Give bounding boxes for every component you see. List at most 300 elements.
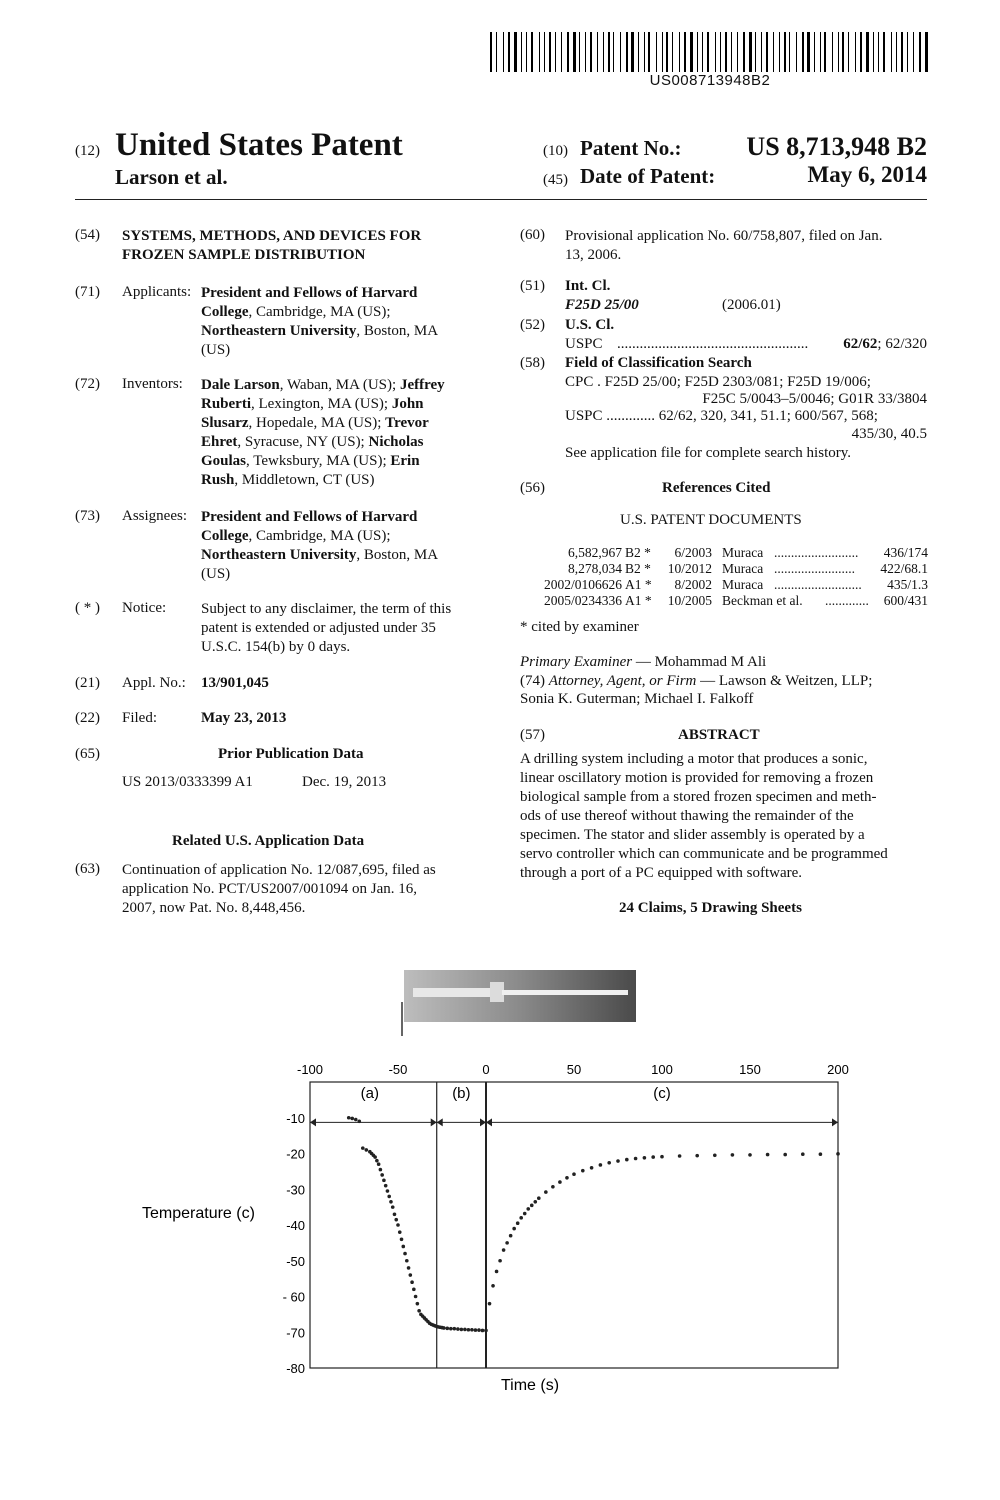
assignees-list xyxy=(201,508,438,584)
data-point xyxy=(460,1328,464,1332)
barcode-bar xyxy=(679,32,680,72)
barcode-bar xyxy=(749,32,752,72)
provisional-text xyxy=(565,227,928,265)
title-line: FROZEN SAMPLE DISTRIBUTION xyxy=(122,247,366,263)
barcode-bar xyxy=(796,32,797,72)
party-name: Ehret xyxy=(201,434,238,450)
data-point xyxy=(565,1176,569,1180)
barcode-bar xyxy=(508,32,510,72)
provisional-line: 13, 2006. xyxy=(565,247,622,263)
data-point xyxy=(495,1270,499,1274)
patent-no-code: (10) xyxy=(543,143,568,159)
barcode-bar xyxy=(824,32,826,72)
data-point xyxy=(442,1326,446,1330)
ref-class: 600/431 xyxy=(883,593,928,608)
data-point xyxy=(512,1227,516,1231)
barcode-bar xyxy=(725,32,727,72)
party-name: Northeastern University xyxy=(201,547,357,563)
region-label: (a) xyxy=(360,1085,380,1102)
cpc-line: CPC . F25D 25/00; F25D 2303/081; F25D 19/006; xyxy=(565,374,871,390)
ref-number: 8,278,034 xyxy=(568,561,622,576)
barcode-bar xyxy=(496,32,497,72)
barcode-bar xyxy=(631,32,634,72)
field-54-code: (54) xyxy=(75,227,100,243)
data-point xyxy=(607,1161,611,1165)
data-point xyxy=(354,1118,358,1122)
ref-number: 2005/0234336 xyxy=(543,593,622,608)
continuation-line: Continuation of application No. 12/087,695, filed as xyxy=(122,862,436,878)
document-kind-code: (12) xyxy=(75,143,100,159)
ref-name: Muraca xyxy=(722,545,764,560)
us-cl-label: U.S. Cl. xyxy=(565,317,615,333)
attorney-names: Sonia K. Guterman; Michael I. Falkoff xyxy=(520,691,754,707)
data-point xyxy=(409,1273,413,1277)
y-tick-label: -20 xyxy=(286,1146,305,1162)
barcode-bar xyxy=(656,32,657,72)
prior-publication-heading: Prior Publication Data xyxy=(218,746,364,762)
party-name: Goulas xyxy=(201,453,247,469)
data-point xyxy=(379,1168,383,1172)
barcode-bar xyxy=(784,32,786,72)
data-point xyxy=(377,1162,381,1166)
party-location: , Cambridge, MA (US); xyxy=(248,528,391,544)
data-point xyxy=(394,1218,398,1222)
party-name: Jeffrey xyxy=(399,377,445,393)
party-name: John xyxy=(391,396,424,412)
data-point xyxy=(505,1241,509,1245)
barcode-bar xyxy=(766,32,768,72)
barcode-bar xyxy=(555,32,556,72)
provisional-line: Provisional application No. 60/758,807, filed on Jan. xyxy=(565,228,883,244)
barcode-bar xyxy=(613,32,614,72)
party-name: President and Fellows of Harvard xyxy=(201,285,418,301)
y-tick-label: -30 xyxy=(286,1182,305,1198)
data-point xyxy=(417,1309,421,1313)
ref-date: 6/2003 xyxy=(674,545,712,560)
authors: Larson et al. xyxy=(115,165,228,189)
data-point xyxy=(416,1302,420,1306)
data-point xyxy=(380,1173,384,1177)
us-cl-secondary: ; 62/320 xyxy=(877,336,927,352)
cpc-line-2: F25C 5/0043–5/0046; G01R 33/3804 xyxy=(702,391,927,407)
int-cl-class: F25D 25/00 xyxy=(565,297,639,313)
abstract-line: specimen. The stator and slider assembly is operated by a xyxy=(520,827,865,843)
x-tick-label: 150 xyxy=(739,1062,761,1077)
barcode-bar xyxy=(883,32,885,72)
filed-label: Filed: xyxy=(122,710,158,726)
ref-dots: ......................... xyxy=(774,545,859,560)
us-patent-documents-heading: U.S. PATENT DOCUMENTS xyxy=(620,512,802,528)
party-name: Rush xyxy=(201,472,235,488)
x-tick-label: 50 xyxy=(566,1062,582,1077)
date-code: (45) xyxy=(543,172,568,188)
party-location: , Middletown, CT (US) xyxy=(234,472,375,488)
abstract-line: A drilling system including a motor that produces a sonic, xyxy=(520,751,868,767)
party-name: Nicholas xyxy=(368,434,424,450)
barcode-bar xyxy=(531,32,533,72)
data-point xyxy=(537,1196,541,1200)
barcode-bar xyxy=(626,32,628,72)
data-point xyxy=(391,1205,395,1209)
filed-value: May 23, 2013 xyxy=(201,710,287,726)
references-heading: References Cited xyxy=(662,480,771,496)
data-point xyxy=(533,1200,537,1204)
invention-title xyxy=(122,227,421,265)
party-location: , Tewksbury, MA (US); xyxy=(246,453,391,469)
barcode-bar xyxy=(913,32,914,72)
data-point xyxy=(590,1166,594,1170)
ref-number: 2002/0106626 xyxy=(543,577,622,592)
barcode-bar xyxy=(807,32,810,72)
party-location: , Syracuse, NY (US); xyxy=(237,434,369,450)
barcode-bar xyxy=(672,32,673,72)
data-point xyxy=(357,1120,361,1124)
continuation-line: 2007, now Pat. No. 8,448,456. xyxy=(122,900,306,916)
related-application-heading: Related U.S. Application Data xyxy=(172,833,365,849)
cited-by-examiner: * cited by examiner xyxy=(520,619,639,635)
attorney-firm: — Lawson & Weitzen, LLP; xyxy=(696,673,873,689)
y-axis-label: Temperature (c) xyxy=(142,1204,255,1222)
examiner-name: — Mohammad M Ali xyxy=(632,654,767,670)
barcode-bar xyxy=(503,32,504,72)
barcode-bar xyxy=(585,32,586,72)
barcode-bar xyxy=(743,32,745,72)
us-cl-primary: 62/62 xyxy=(843,336,878,352)
data-point xyxy=(558,1180,562,1184)
barcode-bar xyxy=(603,32,604,72)
data-point xyxy=(350,1117,354,1121)
barcode-bar xyxy=(702,32,703,72)
data-point xyxy=(456,1327,460,1331)
barcode-bar xyxy=(838,32,839,72)
ref-dots: ............. xyxy=(825,593,869,608)
barcode-bar xyxy=(842,32,844,72)
barcode-bar xyxy=(620,32,621,72)
abstract-line: biological sample from a stored frozen specimen and meth- xyxy=(520,789,877,805)
temperature-chart xyxy=(130,1055,870,1395)
data-point xyxy=(616,1159,620,1163)
applicants-list xyxy=(201,284,438,360)
ref-date: 10/2005 xyxy=(667,593,712,608)
search-field-label: Field of Classification Search xyxy=(565,355,752,371)
party-name: President and Fellows of Harvard xyxy=(201,509,418,525)
barcode-bar xyxy=(896,32,897,72)
data-point xyxy=(491,1284,495,1288)
data-point xyxy=(393,1212,397,1216)
field-71-code: (71) xyxy=(75,284,100,300)
field-60-code: (60) xyxy=(520,227,545,243)
claims-summary: 24 Claims, 5 Drawing Sheets xyxy=(619,900,802,916)
region-label: (b) xyxy=(452,1085,471,1102)
data-point xyxy=(599,1163,603,1167)
party-location: (US) xyxy=(201,566,231,582)
data-point xyxy=(382,1179,386,1183)
notice-text xyxy=(201,600,486,657)
barcode-bar xyxy=(773,32,774,72)
party-location: , Boston, MA xyxy=(356,547,439,563)
appl-no-value: 13/901,045 xyxy=(201,675,269,691)
barcode-bar xyxy=(561,32,562,72)
notice-line: patent is extended or adjusted under 35 xyxy=(201,620,436,636)
data-point xyxy=(509,1234,513,1238)
party-line xyxy=(201,508,438,527)
attorney-label: Attorney, Agent, or Firm xyxy=(548,673,697,689)
data-point xyxy=(414,1295,418,1299)
int-cl-year: (2006.01) xyxy=(722,297,781,313)
barcode-bar xyxy=(720,32,721,72)
barcode-bar xyxy=(644,32,645,72)
ref-dots: ........................ xyxy=(774,561,855,576)
x-tick-label: 200 xyxy=(827,1062,849,1077)
party-line xyxy=(201,414,445,433)
barcode-bar xyxy=(873,32,874,72)
int-cl-label: Int. Cl. xyxy=(565,278,611,294)
y-tick-label: - 60 xyxy=(282,1289,305,1305)
barcode-bar xyxy=(666,32,668,72)
ref-class: 435/1.3 xyxy=(887,577,928,592)
data-point xyxy=(819,1152,823,1156)
party-line xyxy=(201,376,445,395)
barcode-bar xyxy=(789,32,790,72)
data-point xyxy=(412,1288,416,1292)
x-tick-label: 0 xyxy=(482,1062,490,1077)
barcode-bar xyxy=(579,32,580,72)
field-52-code: (52) xyxy=(520,317,545,333)
field-73-code: (73) xyxy=(75,508,100,524)
barcode-bar xyxy=(490,32,492,72)
ref-date: 8/2002 xyxy=(674,577,712,592)
region-arrowhead xyxy=(431,1118,437,1126)
ref-name: Muraca xyxy=(722,577,764,592)
barcode-bar xyxy=(573,32,576,72)
notice-line: Subject to any disclaimer, the term of this xyxy=(201,601,452,617)
attorney-code: (74) xyxy=(520,673,545,689)
data-point xyxy=(347,1116,351,1120)
party-line xyxy=(201,565,438,584)
barcode-bar xyxy=(549,32,551,72)
data-point xyxy=(400,1238,404,1242)
party-name: College xyxy=(201,304,249,320)
barcode-bar xyxy=(690,32,693,72)
reference-row xyxy=(520,593,928,610)
y-tick-label: -40 xyxy=(286,1218,305,1233)
party-line xyxy=(201,433,445,452)
ref-number: 6,582,967 xyxy=(568,545,622,560)
inventors-label: Inventors: xyxy=(122,376,183,392)
barcode-bar xyxy=(521,32,522,72)
abstract-line: through a port of a PC equipped with software. xyxy=(520,865,803,881)
party-location: , Waban, MA (US); xyxy=(279,377,400,393)
data-point xyxy=(401,1245,405,1249)
party-name: Slusarz xyxy=(201,415,249,431)
party-line xyxy=(201,341,438,360)
ref-kind: A1 * xyxy=(625,577,652,592)
field-21-code: (21) xyxy=(75,675,100,691)
barcode-bar xyxy=(901,32,903,72)
y-tick-label: -70 xyxy=(286,1325,305,1341)
data-point xyxy=(530,1204,534,1208)
barcode-bar xyxy=(608,32,610,72)
party-line xyxy=(201,395,445,414)
field-22-code: (22) xyxy=(75,710,100,726)
data-point xyxy=(396,1223,400,1227)
party-name: Northeastern University xyxy=(201,323,357,339)
party-name: Ruberti xyxy=(201,396,251,412)
abstract-text xyxy=(520,750,928,883)
barcode-bar xyxy=(638,32,639,72)
x-tick-label: -50 xyxy=(388,1062,408,1077)
x-tick-label: 100 xyxy=(651,1062,673,1077)
barcode-bar xyxy=(697,32,698,72)
field-58-code: (58) xyxy=(520,355,545,371)
data-point xyxy=(373,1155,377,1159)
data-point xyxy=(526,1207,530,1211)
barcode-bar xyxy=(832,32,833,72)
data-point xyxy=(384,1184,388,1188)
barcode-number: US008713948B2 xyxy=(649,72,771,89)
barcode-bar xyxy=(662,32,663,72)
data-point xyxy=(407,1266,411,1270)
data-point xyxy=(660,1155,664,1159)
data-point xyxy=(748,1153,752,1157)
data-point xyxy=(695,1154,699,1158)
data-point xyxy=(498,1259,502,1263)
continuation-line: application No. PCT/US2007/001094 on Jan. 16, xyxy=(122,881,417,897)
appl-no-label: Appl. No.: xyxy=(122,675,186,691)
party-line xyxy=(201,284,438,303)
data-point xyxy=(403,1252,407,1256)
abstract-line: linear oscillatory motion is provided for removing a frozen xyxy=(520,770,874,786)
data-point xyxy=(519,1216,523,1220)
barcode-bar xyxy=(919,32,921,72)
barcode-bar xyxy=(907,32,908,72)
barcode-bar xyxy=(866,32,869,72)
title-line: SYSTEMS, METHODS, AND DEVICES FOR xyxy=(122,228,422,244)
data-point xyxy=(581,1169,585,1173)
barcode-bar xyxy=(526,32,527,72)
barcode-bar xyxy=(802,32,804,72)
data-point xyxy=(551,1185,555,1189)
notice-label: Notice: xyxy=(122,600,167,616)
barcode-bar xyxy=(761,32,762,72)
data-point xyxy=(477,1328,481,1332)
applicants-label: Applicants: xyxy=(122,284,192,300)
ref-date: 10/2012 xyxy=(667,561,712,576)
data-point xyxy=(783,1153,787,1157)
party-location: , Cambridge, MA (US); xyxy=(248,304,391,320)
barcode-bar xyxy=(925,32,928,72)
data-point xyxy=(405,1259,409,1263)
data-point xyxy=(651,1155,655,1159)
barcode-bar xyxy=(648,32,650,72)
data-point xyxy=(463,1328,467,1332)
data-point xyxy=(375,1159,379,1163)
barcode-bar xyxy=(590,32,592,72)
barcode xyxy=(490,32,930,72)
barcode-bar xyxy=(514,32,517,72)
party-location: , Boston, MA xyxy=(356,323,439,339)
field-57-code: (57) xyxy=(520,727,545,743)
barcode-bar xyxy=(737,32,738,72)
ref-kind: A1 * xyxy=(625,593,652,608)
party-line xyxy=(201,322,438,341)
prior-publication-date: Dec. 19, 2013 xyxy=(302,774,387,790)
data-point xyxy=(365,1148,369,1152)
header-rule xyxy=(75,199,927,200)
barcode-bar xyxy=(731,32,732,72)
data-point xyxy=(445,1327,449,1331)
prior-publication-number: US 2013/0333399 A1 xyxy=(122,774,253,790)
region-arrowhead xyxy=(437,1118,443,1126)
data-point xyxy=(387,1195,391,1199)
data-point xyxy=(516,1221,520,1225)
party-location: , Hopedale, MA (US); xyxy=(248,415,386,431)
ref-name: Beckman et al. xyxy=(722,593,803,608)
data-point xyxy=(634,1157,638,1161)
barcode-bar xyxy=(567,32,569,72)
data-point xyxy=(470,1328,474,1332)
data-point xyxy=(467,1328,471,1332)
data-point xyxy=(523,1212,527,1216)
data-point xyxy=(625,1158,629,1162)
us-cl-dots: ................................................... xyxy=(617,336,809,352)
data-point xyxy=(544,1190,548,1194)
assignees-label: Assignees: xyxy=(122,508,187,524)
field-51-code: (51) xyxy=(520,278,545,294)
x-tick-label: -100 xyxy=(296,1062,324,1077)
party-line xyxy=(201,527,438,546)
barcode-bar xyxy=(855,32,856,72)
data-point xyxy=(502,1248,506,1252)
ref-class: 436/174 xyxy=(883,545,928,560)
data-point xyxy=(766,1153,770,1157)
field-56-code: (56) xyxy=(520,480,545,496)
barcode-bar xyxy=(597,32,598,72)
data-point xyxy=(410,1280,414,1284)
barcode-bar xyxy=(755,32,756,72)
data-point xyxy=(572,1172,576,1176)
data-point xyxy=(481,1329,485,1333)
party-name: College xyxy=(201,528,249,544)
inventors-list xyxy=(201,376,445,490)
field-65-code: (65) xyxy=(75,746,100,762)
party-line xyxy=(201,546,438,565)
barcode-bar xyxy=(820,32,821,72)
data-point xyxy=(678,1154,682,1158)
uspc-line: USPC ............. 62/62, 320, 341, 51.1; 600/567, 568; xyxy=(565,408,878,424)
ref-class: 422/68.1 xyxy=(880,561,928,576)
x-axis-label: Time (s) xyxy=(500,1377,560,1394)
barcode-bar xyxy=(779,32,780,72)
barcode-bar xyxy=(684,32,686,72)
reference-row xyxy=(520,545,928,562)
attorney xyxy=(520,673,872,690)
ref-dots: .......................... xyxy=(774,577,862,592)
date-of-patent: May 6, 2014 xyxy=(807,162,927,187)
y-tick-label: -10 xyxy=(286,1110,305,1126)
field-72-code: (72) xyxy=(75,376,100,392)
y-tick-label: -80 xyxy=(286,1361,305,1376)
continuation-text xyxy=(122,861,486,918)
barcode-bar xyxy=(539,32,540,72)
barcode-bar xyxy=(878,32,879,72)
data-point xyxy=(801,1152,805,1156)
examiner-label: Primary Examiner xyxy=(520,654,633,670)
data-point xyxy=(449,1327,453,1331)
abstract-heading: ABSTRACT xyxy=(678,727,760,743)
party-location: , Lexington, MA (US); xyxy=(251,396,392,412)
us-cl-value xyxy=(843,336,927,353)
